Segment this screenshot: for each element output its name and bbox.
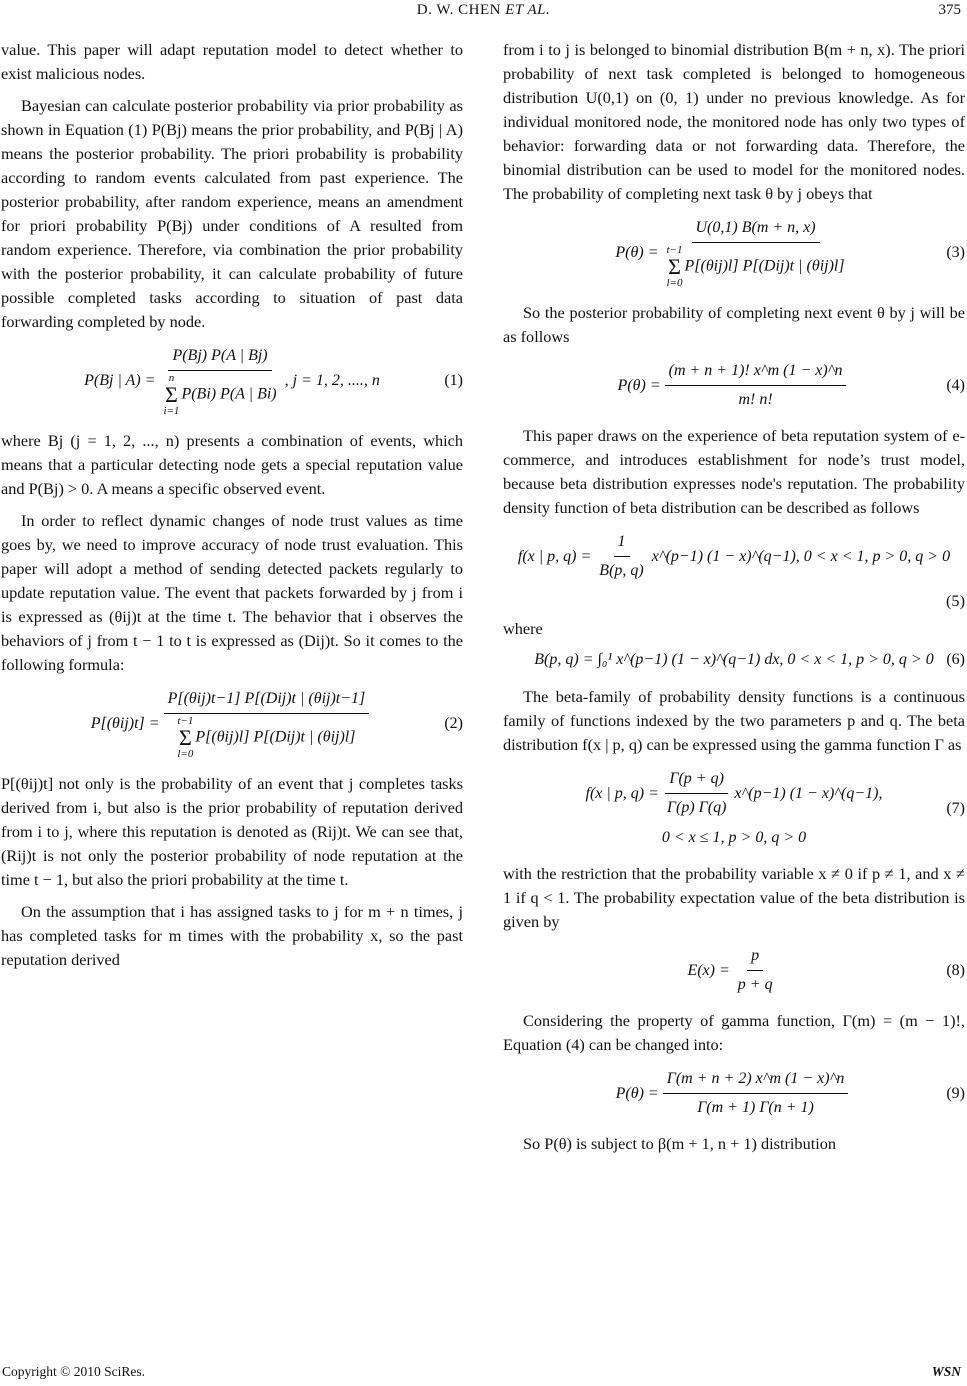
equation-denominator: t−1 Σ l=0 P[(θij)l] P[(Dij)t | (θij)l] (666, 244, 845, 289)
paragraph: P[(θij)t] not only is the probability of an event that j completes tasks derived from i, but also is the prior probability of reputation derived from i to j, where this reputation is denoted as (Rij)t. We can see that, (Rij)t is not only the posterior probability of node reputation at the time t − 1, but also the priori probability at the time t. (1, 774, 463, 889)
equation-lhs: P[(θij)t] = (90, 714, 160, 732)
equation-numerator: P(Bj) P(A | Bj) (168, 344, 271, 371)
equation-fraction (663, 767, 731, 820)
equation-8 (503, 944, 965, 997)
copyright-notice: Copyright © 2010 SciRes. (2, 1364, 146, 1379)
equation-numerator: P[(θij)t−1] P[(Dij)t | (θij)t−1] (164, 687, 370, 714)
equation-line (586, 767, 883, 820)
where-label: where (503, 619, 543, 638)
equation-7 (503, 767, 965, 850)
equation-number: (8) (946, 961, 965, 979)
equation-number: (2) (444, 714, 463, 732)
equation-rhs: x^(p−1) (1 − x)^(q−1), (734, 784, 883, 802)
equation-lhs: P(θ) = (615, 1084, 659, 1102)
journal-name: WSN (931, 1364, 961, 1379)
right-column (503, 38, 965, 1164)
equation-numerator: U(0,1) B(m + n, x) (692, 216, 820, 243)
running-title: D. W. CHEN ET AL. (416, 2, 551, 18)
equation-number: (7) (946, 799, 965, 817)
paragraph: So P(θ) is subject to β(m + 1, n + 1) distribution (523, 1134, 837, 1153)
equation-denominator: t−1 Σ l=0 P[(θij)l] P[(Dij)t | (θij)l] (177, 715, 356, 760)
paragraph: where Bj (j = 1, 2, ..., n) presents a combination of events, which means that a particular detecting node gets a special reputation value and P(Bj) > 0. A means a specific observed event. (1, 431, 463, 498)
equation-body: B(p, q) = ∫₀¹ x^(p−1) (1 − x)^(q−1) dx, 0 < x < 1, p > 0, q > 0 (534, 651, 934, 668)
paragraph: On the assumption that i has assigned tasks to j for m + n times, j has completed tasks for m times with the probability x, so the past reputation derived (1, 902, 463, 969)
equation-lhs: f(x | p, q) = (585, 784, 659, 802)
equation-lhs: f(x | p, q) = (517, 547, 592, 565)
equation-rhs: x^(p−1) (1 − x)^(q−1), 0 < x < 1, p > 0, q > 0 (651, 547, 951, 565)
equation-3 (503, 216, 965, 289)
equation-fraction (663, 216, 849, 289)
equation-lhs: E(x) = (687, 961, 730, 979)
paragraph: Considering the property of gamma function, Γ(m) = (m − 1)!, Equation (4) can be changed into: (503, 1011, 965, 1054)
equation-denominator: Γ(m + 1) Γ(n + 1) (697, 1099, 814, 1116)
equation-lhs: P(θ) = (615, 243, 659, 261)
running-header (0, 2, 967, 24)
equation-denominator: p + q (737, 976, 773, 993)
equation-9 (503, 1067, 965, 1120)
equation-number: (3) (946, 243, 965, 261)
equation-lhs: P(Bj | A) = (84, 371, 156, 389)
equation-numerator: p (747, 944, 763, 971)
equation-denominator: B(p, q) (599, 562, 644, 579)
equation-1 (1, 344, 463, 417)
equation-numerator: 1 (614, 530, 630, 557)
equation-lhs: P(θ) = (617, 376, 661, 394)
equation-number: (9) (946, 1084, 965, 1102)
equation-numerator: (m + n + 1)! x^m (1 − x)^n (665, 359, 847, 386)
equation-number: (6) (946, 651, 965, 668)
equation-4 (503, 359, 965, 412)
equation-number: (1) (444, 371, 463, 389)
equation-5 (503, 530, 965, 583)
equation-fraction (164, 687, 370, 760)
equation-6 (503, 645, 965, 675)
running-title-etal: ET AL. (505, 2, 551, 18)
sum-symbol: t−1 Σ l=0 (177, 715, 194, 760)
sum-symbol: t−1 Σ l=0 (666, 244, 683, 289)
paragraph: from i to j is belonged to binomial distribution B(m + n, x). The priori probability of next task completed is belonged to homogeneous distribution U(0,1) on (0, 1) under no previous knowledge. As for individual monitored node, the monitored node has only two types of behavior: forwarding data or not forwarding data. Therefore, the binomial distribution can be used to model for the monitored nodes. The probability of completing next task θ by j obeys that (503, 40, 965, 203)
equation-fraction (595, 530, 647, 583)
equation-denominator: n Σ i=1 P(Bi) P(A | Bi) (163, 372, 277, 417)
paragraph: This paper draws on the experience of beta reputation system of e-commerce, and introduces establishment for node’s trust model, because beta distribution expresses node's reputation. The probability density function of beta distribution can be described as follows (503, 426, 965, 517)
equation-fraction (663, 1067, 849, 1120)
equation-denominator: Γ(p) Γ(q) (666, 799, 727, 816)
left-column (1, 38, 463, 980)
equation-fraction (665, 359, 847, 412)
equation-2 (1, 687, 463, 760)
paragraph: value. This paper will adapt reputation model to detect whether to exist malicious nodes. (1, 40, 463, 83)
equation-fraction (734, 944, 777, 997)
equation-numerator: Γ(p + q) (665, 767, 728, 794)
sum-symbol: n Σ i=1 (163, 372, 180, 417)
paragraph: with the restriction that the probability variable x ≠ 0 if p ≠ 1, and x ≠ 1 if q < 1. The probability expectation value of the beta distribution is given by (503, 864, 965, 931)
paragraph: Bayesian can calculate posterior probability via prior probability as shown in Equation (1) P(Bj) means the prior probability, and P(Bj | A) means the posterior probability. The priori probability is probability according to random events calculated from past experience. The posterior probability, after random experience, means an amendment for priori probability P(Bj) under conditions of A resulted from random experience. Therefore, via combination the prior probability with the posterior probability, it can calculate probability of future possible completed tasks according to situation of past data forwarding completed by node. (1, 96, 463, 331)
equation-range: , j = 1, 2, ...., n (284, 371, 380, 389)
paragraph: So the posterior probability of completing next event θ by j will be as follows (503, 303, 965, 346)
equation-number: (5) (946, 591, 965, 610)
equation-number: (4) (946, 376, 965, 394)
paragraph: The beta-family of probability density functions is a continuous family of functions indexed by the two parameters p and q. The beta distribution f(x | p, q) can be expressed using the gamma function Γ as (503, 687, 965, 754)
equation-condition: 0 < x ≤ 1, p > 0, q > 0 (661, 829, 807, 846)
equation-numerator: Γ(m + n + 2) x^m (1 − x)^n (663, 1067, 849, 1094)
paragraph: In order to reflect dynamic changes of node trust values as time goes by, we need to improve accuracy of node trust evaluation. This paper will adopt a method of sending detected packets regularly to update reputation value. The event that packets forwarded by j from i is expressed as (θij)t at the time t. The behavior that i observes the behaviors of j from t − 1 to t is expressed as (Dij)t. So it comes to the following formula: (1, 511, 463, 674)
equation-denominator: m! n! (738, 391, 773, 408)
page-number: 375 (938, 2, 961, 18)
equation-fraction (159, 344, 280, 417)
